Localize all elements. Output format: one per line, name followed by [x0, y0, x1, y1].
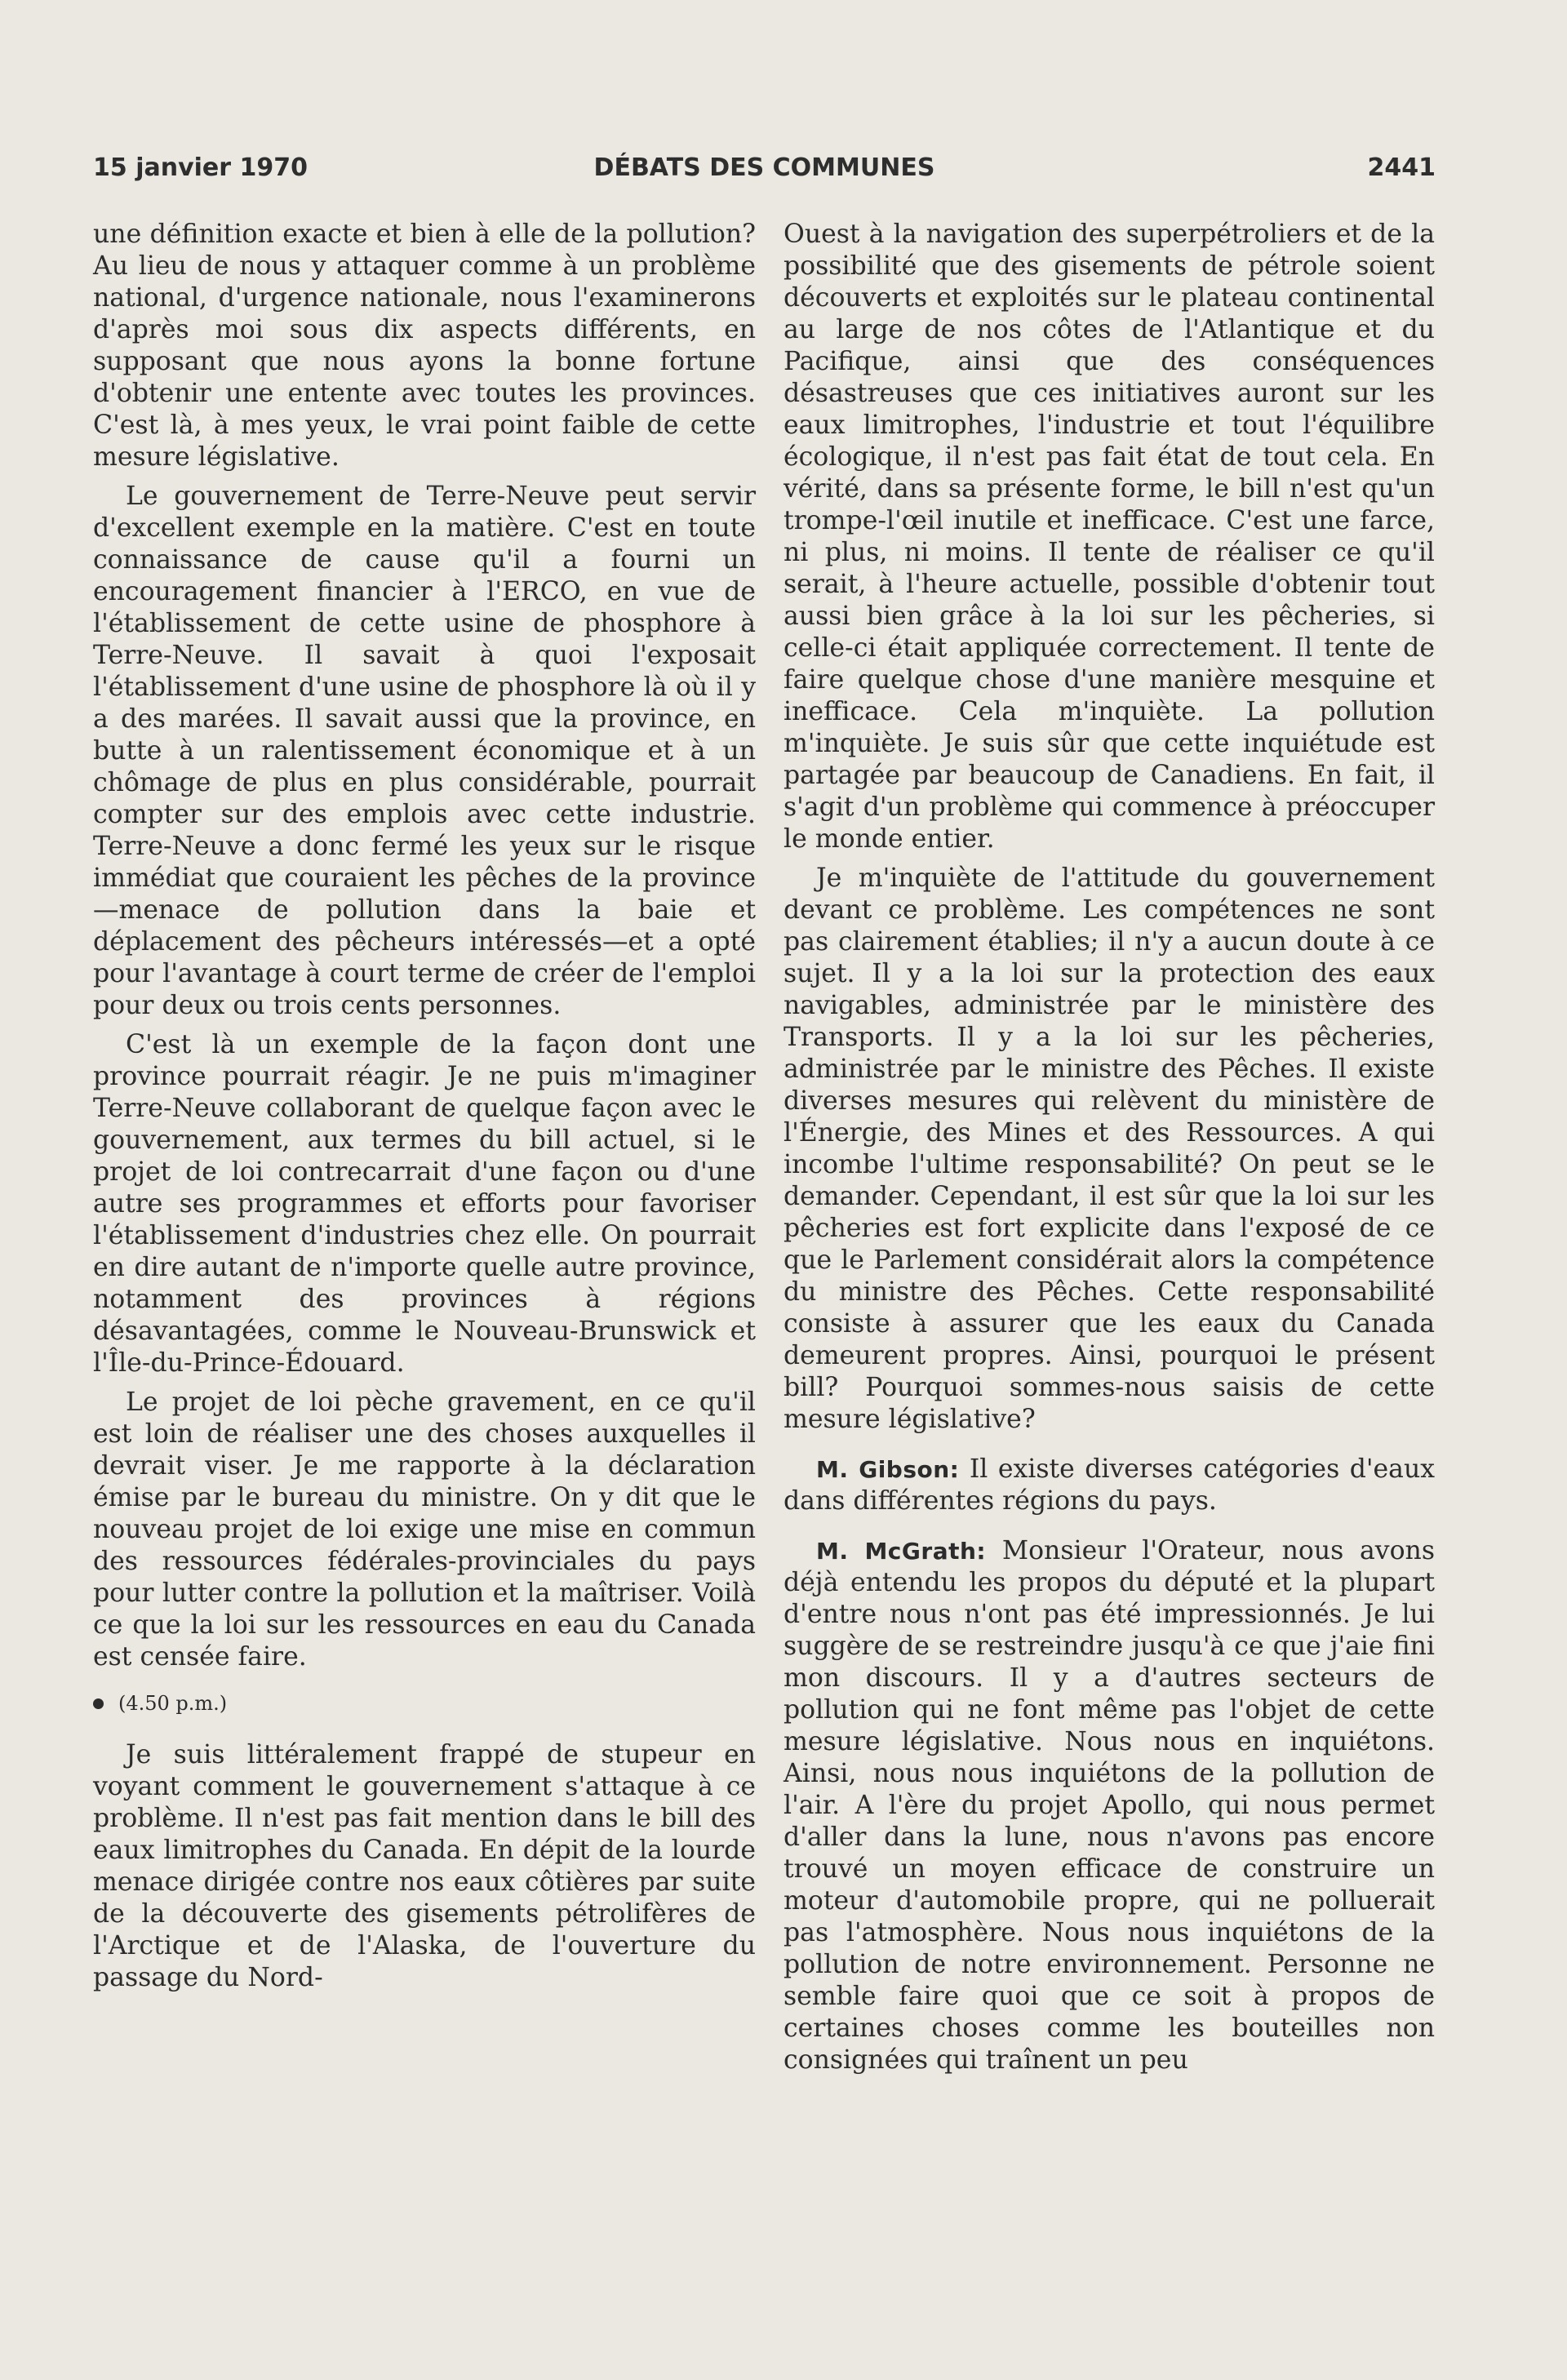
- header-title: DÉBATS DES COMMUNES: [593, 153, 935, 182]
- right-column: [784, 219, 1435, 2084]
- paragraph: Ouest à la navigation des superpétroliers et de la possibilité que des gisements de pétrole soient découverts et exploités sur le plateau continental au large de nos côtes de l'Atlantique et du Pacifique, ainsi que des conséquences désastreuses que ces initiatives auront sur les eaux limitrophes, l'industrie et tout l'équilibre écologique, il n'est pas fait état de tout cela. En vérité, dans sa présente forme, le bill n'est qu'un trompe-l'œil inutile et inefficace. C'est une farce, ni plus, ni moins. Il tente de réaliser ce qu'il serait, à l'heure actuelle, possible d'obtenir tout aussi bien grâce à la loi sur les pêcheries, si celle-ci était appliquée correctement. Il tente de faire quelque chose d'une manière mesquine et inefficace. Cela m'inquiète. La pollution m'inquiète. Je suis sûr que cette inquiétude est partagée par beaucoup de Canadiens. En fait, il s'agit d'un problème qui commence à préoccuper le monde entier.: [784, 220, 1435, 854]
- speech-text: Monsieur l'Orateur, nous avons déjà entendu les propos du député et la plupart d'entre nous n'ont pas été impressionnés. Je lui suggère de se restreindre jusqu'à ce que j'aie fini mon discours. Il y a d'autres secteurs de pollution qui ne font même pas l'objet de cette mesure législative. Nous nous en inquiétons. Ainsi, nous nous inquiétons de la pollution de l'air. A l'ère du projet Apollo, qui nous permet d'aller dans la lune, nous n'avons pas encore trouvé un moyen efficace de construire un moteur d'automobile propre, qui ne polluerait pas l'atmosphère. Nous nous inquiétons de la pollution de notre environnement. Personne ne semble faire quoi que ce soit à propos de certaines choses comme les bouteilles non consignées qui traînent un peu: [784, 1536, 1436, 2075]
- paragraph: Le gouvernement de Terre-Neuve peut servir d'excellent exemple en la matière. C'est en toute connaissance de cause qu'il a fourni un encouragement financier à l'ERCO, en vue de l'établissement de cette usine de phosphore à Terre-Neuve. Il savait à quoi l'exposait l'établissement d'une usine de phosphore là où il y a des marées. Il savait aussi que la province, en butte à un ralentissement économique et à un chômage de plus en plus considérable, pourrait compter sur des emplois avec cette industrie. Terre-Neuve a donc fermé les yeux sur le risque immédiat que couraient les pêches de la province—menace de pollution dans la baie et déplacement des pêcheurs intéressés—et a opté pour l'avantage à court terme de créer de l'emploi pour deux ou trois cents personnes.: [93, 482, 756, 1020]
- page-header: [93, 153, 1436, 186]
- paragraph: Je m'inquiète de l'attitude du gouvernement devant ce problème. Les compétences ne sont pas clairement établies; il n'y a aucun doute à ce sujet. Il y a la loi sur la protection des eaux navigables, administrée par le ministère des Transports. Il y a la loi sur les pêcheries, administrée par le ministre des Pêches. Il existe diverses mesures qui relèvent du ministère de l'Énergie, des Mines et des Ressources. A qui incombe l'ultime responsabilité? On peut se le demander. Cependant, il est sûr que la loi sur les pêcheries est fort explicite dans l'exposé de ce que le Parlement considérait alors la compétence du ministre des Pêches. Cette responsabilité consiste à assurer que les eaux du Canada demeurent propres. Ainsi, pourquoi le présent bill? Pourquoi sommes-nous saisis de cette mesure législative?: [784, 864, 1435, 1434]
- bullet-icon: [93, 1698, 104, 1709]
- left-column: [93, 219, 756, 2001]
- header-date: 15 janvier 1970: [93, 153, 308, 182]
- page-number: 2441: [1367, 153, 1436, 182]
- speaker-name: M. McGrath:: [816, 1538, 987, 1565]
- timestamp-marker: [93, 1688, 756, 1720]
- paragraph: une définition exacte et bien à elle de la pollution? Au lieu de nous y attaquer comme à un problème national, d'urgence nationale, nous l'examinerons d'après moi sous dix aspects différents, en supposant que nous ayons la bonne fortune d'obtenir une entente avec toutes les provinces. C'est là, à mes yeux, le vrai point faible de cette mesure législative.: [93, 220, 756, 472]
- paragraph: Je suis littéralement frappé de stupeur en voyant comment le gouvernement s'attaque à ce problème. Il n'est pas fait mention dans le bill des eaux limitrophes du Canada. En dépit de la lourde menace dirigée contre nos eaux côtières par suite de la découverte des gisements pétrolifères de l'Arctique et de l'Alaska, de l'ouverture du passage du Nord-: [93, 1740, 756, 1992]
- paragraph: Le projet de loi pèche gravement, en ce qu'il est loin de réaliser une des choses auxquelles il devrait viser. Je me rapporte à la déclaration émise par le bureau du ministre. On y dit que le nouveau projet de loi exige une mise en commun des ressources fédérales-provinciales du pays pour lutter contre la pollution et la maîtriser. Voilà ce que la loi sur les ressources en eau du Canada est censée faire.: [93, 1388, 756, 1672]
- speaker-name: M. Gibson:: [816, 1456, 960, 1483]
- timestamp: (4.50 p.m.): [118, 1692, 228, 1715]
- paragraph: C'est là un exemple de la façon dont une province pourrait réagir. Je ne puis m'imaginer Terre-Neuve collaborant de quelque façon avec le gouvernement, aux termes du bill actuel, si le projet de loi contrecarrait d'une façon ou d'une autre ses programmes et efforts pour favoriser l'établissement d'industries chez elle. On pourrait en dire autant de n'importe quelle autre province, notamment des provinces à régions désavantagées, comme le Nouveau-Brunswick et l'Île-du-Prince-Édouard.: [93, 1030, 756, 1378]
- speech-gibson: [784, 1454, 1435, 1517]
- speech-mcgrath: [784, 1535, 1435, 2076]
- speech-text: Il existe diverses catégories d'eaux dans différentes régions du pays.: [784, 1454, 1436, 1516]
